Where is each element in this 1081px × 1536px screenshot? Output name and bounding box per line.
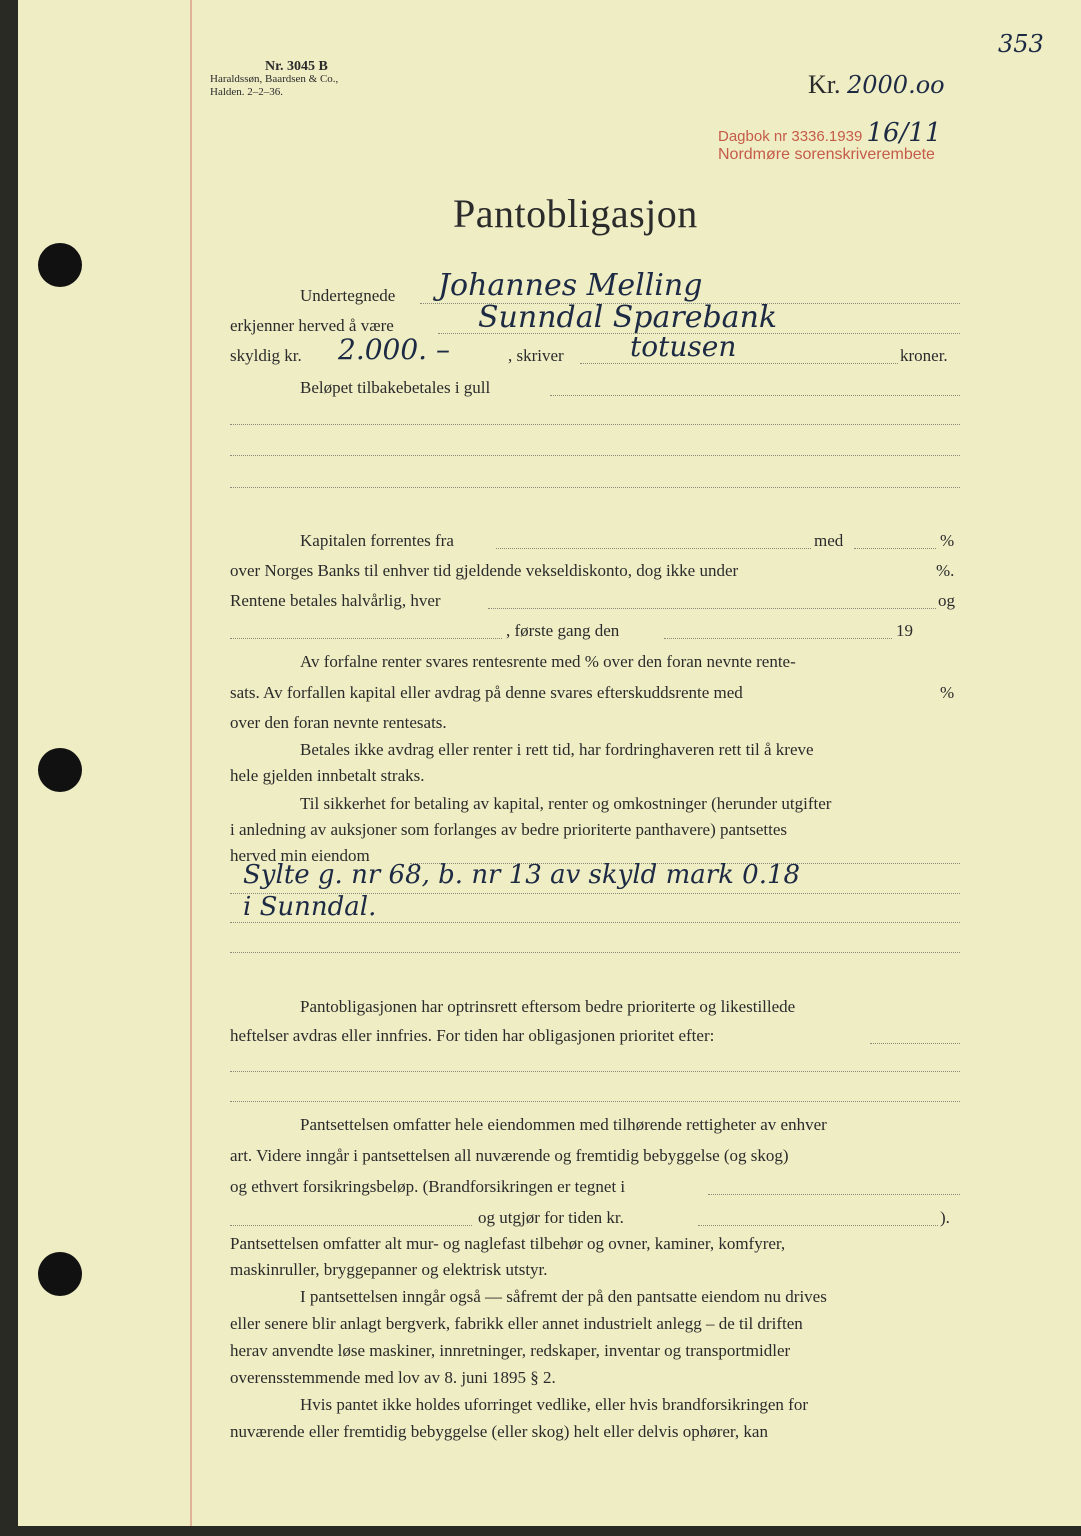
punch-hole	[38, 1252, 82, 1296]
rule	[698, 1225, 938, 1226]
interest-line6-c: %	[940, 683, 955, 702]
rule	[230, 487, 960, 488]
kroner-label: kroner.	[900, 346, 948, 365]
undertegnede-label: Undertegnede	[300, 286, 396, 305]
industri-line4: overensstemmende med lov av 8. juni 1895 § 2.	[230, 1368, 556, 1387]
rule	[488, 608, 936, 609]
betales-line1: Betales ikke avdrag eller renter i rett tid, har fordringhaveren rett til å kreve	[300, 740, 814, 759]
rule	[230, 638, 502, 639]
skyldig-label: skyldig kr.	[230, 346, 302, 365]
rule	[550, 395, 960, 396]
sikkerhet-line1: Til sikkerhet for betaling av kapital, renter og omkostninger (herunder utgifter	[300, 794, 832, 813]
rule	[230, 922, 960, 923]
gull-line: Beløpet tilbakebetales i gull	[300, 378, 491, 397]
punch-hole	[38, 243, 82, 287]
erkjenner-label: erkjenner herved å være	[230, 316, 394, 335]
interest-line3-a: Rentene betales halvårlig, hver	[230, 591, 441, 610]
omfatter-line2: art. Videre inngår i pantsettelsen all nuværende og fremtidig bebyggelse (og skog)	[230, 1146, 789, 1165]
industri-line1: I pantsettelsen inngår også — såfremt der på den pantsatte eiendom nu drives	[300, 1287, 827, 1306]
debt-amount: 2.000. –	[338, 333, 450, 366]
betales-line2: hele gjelden innbetalt straks.	[230, 766, 425, 785]
optrinsrett-line2: heftelser avdras eller innfries. For tiden har obligasjonen prioritet efter:	[230, 1026, 715, 1045]
omfatter-line4: og utgjør for tiden kr.	[478, 1208, 624, 1227]
stamp-date: 16/11	[866, 118, 942, 148]
interest-line3-b: og	[938, 591, 955, 610]
vedlike-line1: Hvis pantet ikke holdes uforringet vedlike, eller hvis brandforsikringen for	[300, 1395, 808, 1414]
margin-rule	[190, 0, 192, 1526]
document-page	[18, 0, 1081, 1526]
printer-publisher: Haraldssøn, Baardsen & Co.,	[210, 73, 339, 85]
debtor-name: Johannes Melling	[438, 268, 703, 303]
interest-line2: over Norges Banks til enhver tid gjeldende vekseldiskonto, dog ikke under	[230, 561, 739, 580]
sikkerhet-line3: herved min eiendom	[230, 846, 370, 865]
creditor-name: Sunndal Sparebank	[478, 300, 778, 335]
interest-line1-a: Kapitalen forrentes fra	[300, 531, 454, 550]
sikkerhet-line2: i anledning av auksjoner som forlanges av bedre prioriterte panthavere) pantsettes	[230, 820, 788, 839]
rule	[854, 548, 936, 549]
amount-header-label: Kr.	[808, 70, 841, 99]
rule	[230, 424, 960, 425]
amount-in-words: totusen	[630, 330, 737, 363]
interest-line2-c: %.	[936, 561, 955, 580]
rule	[580, 363, 898, 364]
punch-hole	[38, 748, 82, 792]
mur-line2: maskinruller, bryggepanner og elektrisk utstyr.	[230, 1260, 548, 1279]
rule	[664, 638, 892, 639]
interest-line1-c: %	[940, 531, 955, 550]
omfatter-line1: Pantsettelsen omfatter hele eiendommen med tilhørende rettigheter av enhver	[300, 1115, 827, 1134]
amount-header	[808, 70, 945, 100]
skriver-label: , skriver	[508, 346, 564, 365]
document-title: Pantobligasjon	[453, 191, 698, 236]
rule	[870, 1043, 960, 1044]
rule	[496, 548, 811, 549]
interest-line5: Av forfalne renter svares rentesrente med % over den foran nevnte rente-	[300, 652, 796, 671]
rule	[230, 952, 960, 953]
vedlike-line2: nuværende eller fremtidig bebyggelse (eller skog) helt eller delvis ophører, kan	[230, 1422, 768, 1441]
rule	[708, 1194, 960, 1195]
optrinsrett-line1: Pantobligasjonen har optrinsrett eftersom bedre prioriterte og likestillede	[300, 997, 796, 1016]
property-description-line1: Sylte g. nr 68, b. nr 13 av skyld mark 0.18	[243, 860, 801, 890]
printer-info	[210, 60, 338, 99]
property-description-line2: i Sunndal.	[243, 892, 377, 922]
registry-stamp-dagbok	[718, 118, 941, 148]
interest-line7: over den foran nevnte rentesats.	[230, 713, 447, 732]
rule	[230, 455, 960, 456]
amount-header-value: 2000.oo	[847, 71, 945, 99]
omfatter-line3: og ethvert forsikringsbeløp. (Brandforsikringen er tegnet i	[230, 1177, 626, 1196]
rule	[230, 1071, 960, 1072]
registry-stamp-office: Nordmøre sorenskriverembete	[718, 146, 935, 163]
omfatter-line4-end: ).	[940, 1208, 950, 1227]
rule	[230, 1101, 960, 1102]
printer-place-date: Halden. 2–2–36.	[210, 86, 284, 98]
rule	[230, 1225, 472, 1226]
form-number: Nr. 3045 B	[265, 59, 328, 74]
dagbok-number: Dagbok nr 3336.1939	[718, 128, 863, 145]
page-number: 353	[998, 30, 1044, 58]
interest-line1-b: med	[814, 531, 844, 550]
industri-line3: herav anvendte løse maskiner, innretninger, redskaper, inventar og transportmidler	[230, 1341, 791, 1360]
interest-line4-b: 19	[896, 621, 913, 640]
interest-line4-a: , første gang den	[506, 621, 620, 640]
mur-line1: Pantsettelsen omfatter alt mur- og naglefast tilbehør og ovner, kaminer, komfyrer,	[230, 1234, 786, 1253]
interest-line6: sats. Av forfallen kapital eller avdrag på denne svares efterskuddsrente med	[230, 683, 743, 702]
industri-line2: eller senere blir anlagt bergverk, fabrikk eller annet industrielt anlegg – de til driften	[230, 1314, 803, 1333]
